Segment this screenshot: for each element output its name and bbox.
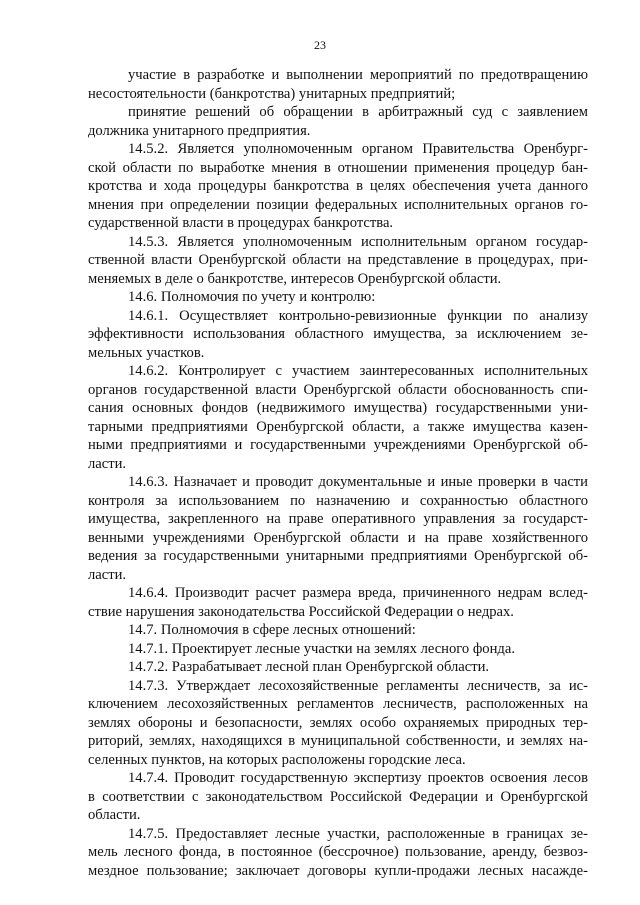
text-line: ласти.: [88, 455, 127, 472]
text-line: кротства и хода процедуры банкротства в целях обеспечения учета данного: [88, 178, 588, 194]
text-line: ской области по выработке мнения в отношении применения процедур бан-: [88, 159, 588, 176]
text-line: ласти.: [88, 566, 127, 583]
text-line: венными учреждениями Оренбургской области и на праве хозяйственного: [88, 529, 588, 546]
text-line: риторий, землях, находящихся в муниципальной собственности, и землях на-: [88, 733, 588, 749]
text-line: 14.7.1. Проектирует лесные участки на землях лесного фонда.: [128, 640, 515, 657]
text-line: принятие решений об обращении в арбитражный суд с заявлением: [128, 104, 588, 120]
text-line: 14.6. Полномочия по учету и контролю:: [128, 289, 376, 305]
paragraph: [88, 233, 588, 289]
text-line: мельных участков.: [88, 344, 205, 361]
text-line: меняемых в деле о банкротстве, интересов Оренбургской области.: [88, 270, 502, 287]
text-line: в соответствии с законодательством Российской Федерации и Оренбургской: [88, 788, 588, 805]
page-number: 23: [314, 38, 326, 52]
text-line: 14.5.2. Является уполномоченным органом Правительства Оренбург-: [128, 141, 588, 157]
paragraph: [88, 621, 588, 640]
paragraph: [88, 640, 588, 659]
text-line: 14.6.1. Осуществляет контрольно-ревизионные функции по анализу: [128, 307, 588, 324]
text-line: 14.6.3. Назначает и проводит документальные и иные проверки в части: [128, 474, 588, 490]
text-line: ведения за государственными унитарными предприятиями Оренбургской об-: [88, 548, 588, 564]
text-line: эффективности использования областного имущества, за исключением зе-: [88, 326, 588, 342]
text-line: 14.7. Полномочия в сфере лесных отношений:: [128, 622, 416, 638]
text-line: 14.7.5. Предоставляет лесные участки, расположенные в границах зе-: [128, 825, 588, 842]
paragraph: [88, 584, 588, 621]
paragraph: [88, 288, 588, 307]
text-line: области.: [88, 807, 141, 823]
text-line: 14.7.3. Утверждает лесохозяйственные регламенты лесничеств, за ис-: [128, 677, 588, 694]
paragraph: [88, 677, 588, 770]
text-line: тарными предприятиями Оренбургской области, а также имущества казен-: [88, 418, 588, 435]
paragraph: [88, 66, 588, 103]
text-line: мнения при определении позиции федеральных исполнительных органов го-: [88, 196, 588, 213]
text-line: участие в разработке и выполнении мероприятий по предотвращению: [128, 67, 588, 83]
text-line: должника унитарного предприятия.: [88, 122, 311, 139]
text-line: 14.6.2. Контролирует с участием заинтересованных исполнительных: [128, 363, 588, 379]
text-line: мездное пользование; заключает договоры купли-продажи лесных насажде-: [88, 862, 588, 879]
document-body: [88, 66, 588, 880]
text-line: мель лесного фонда, в постоянное (бессрочное) пользование, аренду, безвоз-: [88, 844, 588, 860]
text-line: ственной власти Оренбургской области на представление в процедурах, при-: [88, 252, 588, 268]
paragraph: [88, 825, 588, 881]
paragraph: [88, 769, 588, 825]
text-line: селенных пунктов, на которых расположены городские леса.: [88, 751, 466, 768]
paragraph: [88, 140, 588, 233]
text-line: ными предприятиями и государственными учреждениями Оренбургской об-: [88, 437, 588, 453]
text-line: 14.7.4. Проводит государственную экспертизу проектов освоения лесов: [128, 770, 588, 786]
text-line: ключением лесохозяйственных регламентов лесничеств, расположенных на: [88, 696, 588, 712]
text-line: 14.6.4. Производит расчет размера вреда, причиненного недрам вслед-: [128, 585, 588, 601]
paragraph: [88, 473, 588, 584]
text-line: сания основных фондов (недвижимого имущества) государственными уни-: [88, 400, 588, 416]
text-line: сударственной власти в процедурах банкротства.: [88, 215, 394, 231]
text-line: несостоятельности (банкротства) унитарных предприятий;: [88, 85, 456, 102]
text-line: имущества, закрепленного на праве оперативного управления за государст-: [88, 511, 588, 527]
text-line: 14.7.2. Разрабатывает лесной план Оренбургской области.: [128, 659, 490, 675]
paragraph: [88, 103, 588, 140]
text-line: контроля за использованием по назначению и сохранностью областного: [88, 492, 588, 509]
text-line: землях обороны и безопасности, землях особо охраняемых природных тер-: [88, 714, 588, 731]
text-line: ствие нарушения законодательства Российской Федерации о недрах.: [88, 603, 514, 620]
text-line: органов государственной власти Оренбургской области обоснованность спи-: [88, 381, 588, 398]
paragraph: [88, 362, 588, 473]
paragraph: [88, 658, 588, 677]
paragraph: [88, 307, 588, 363]
text-line: 14.5.3. Является уполномоченным исполнительным органом государ-: [128, 233, 588, 250]
